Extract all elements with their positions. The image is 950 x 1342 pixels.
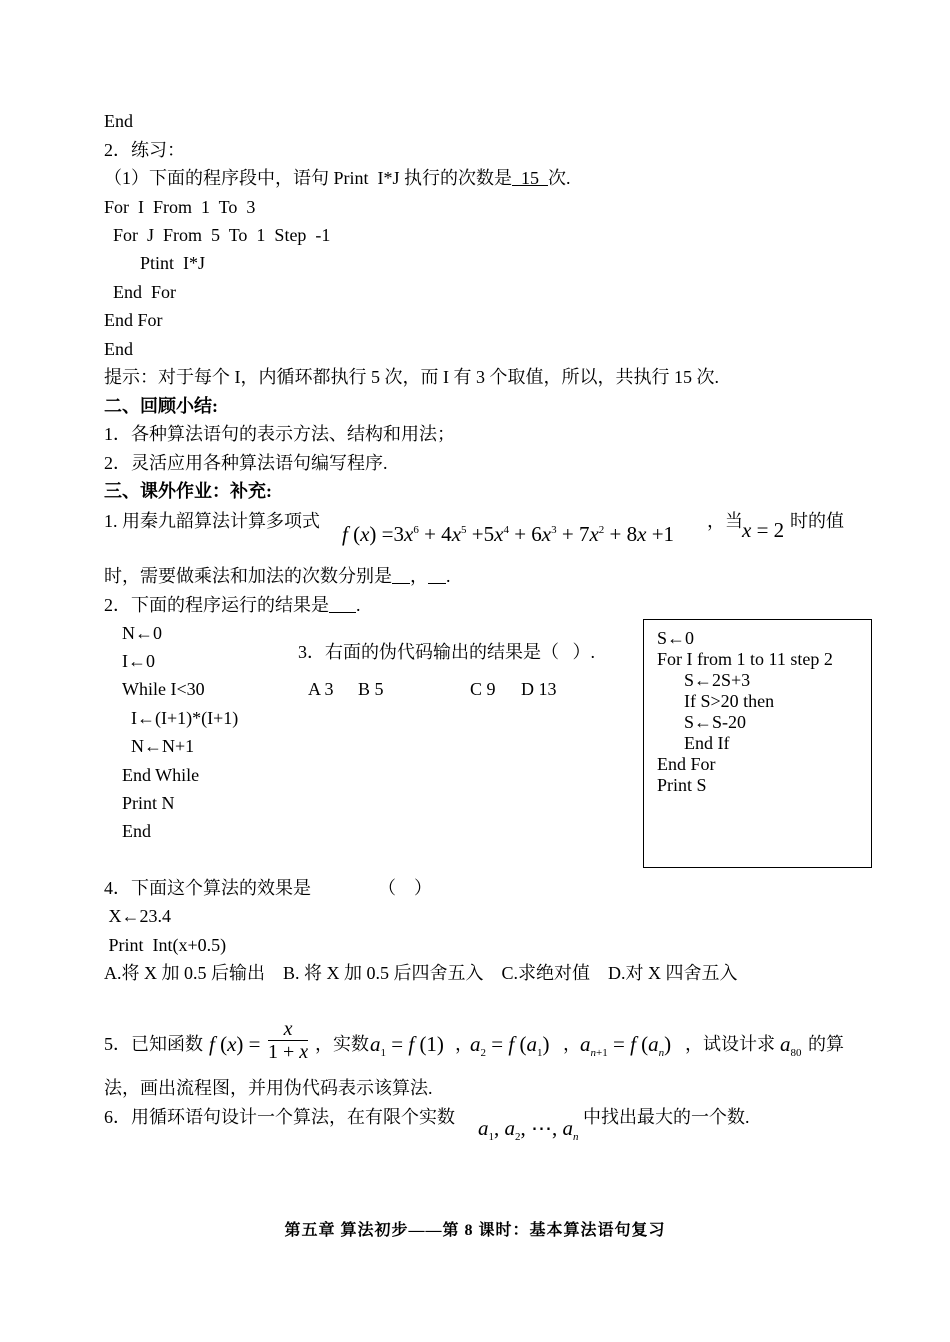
homework-heading: 三、课外作业：补充: xyxy=(104,481,272,501)
code-line: End For xyxy=(104,282,176,302)
homework-q1-line1 xyxy=(104,510,320,532)
q2-code-line: I←(I+1)*(I+1) xyxy=(122,708,239,728)
box-code-line: S←0 xyxy=(657,628,695,648)
q1-prefix: 1. 用秦九韶算法计算多项式 xyxy=(104,511,320,531)
q3-option-d: D 13 xyxy=(521,679,557,699)
code-line: End xyxy=(104,339,133,359)
review-item: 1．各种算法语句的表示方法、结构和用法； xyxy=(104,424,455,444)
q1-end: . xyxy=(446,566,451,586)
pseudocode-box xyxy=(643,619,872,868)
box-code-line: End For xyxy=(657,754,716,774)
q4-code-line: X←23.4 xyxy=(104,906,171,926)
box-code-line: For I from 1 to 11 step 2 xyxy=(657,649,833,669)
q1-line2: 时，需要做乘法和加法的次数分别是 xyxy=(104,566,392,586)
q1-mid: ，当 xyxy=(707,511,743,531)
q1-suffix: 次. xyxy=(548,168,571,188)
q5-fraction: $\frac{x}{1 + x}$ xyxy=(268,1018,309,1063)
q5-mid1: ，实数 xyxy=(315,1034,369,1054)
q1-text: （1）下面的程序段中，语句 Print I*J 执行的次数是 xyxy=(104,168,513,188)
q2-code-line: N←0 xyxy=(122,623,162,643)
q2-code-line: N←N+1 xyxy=(122,736,195,756)
q4-options: A.将 X 加 0.5 后输出 B. 将 X 加 0.5 后四舍五入 C.求绝对值 D.对 X 四舍五入 xyxy=(104,963,738,983)
q1-sep: ， xyxy=(410,566,428,586)
q5-suffix: 的算 xyxy=(808,1034,844,1054)
code-line: Ptint I*J xyxy=(104,253,206,273)
q6-prefix: 6．用循环语句设计一个算法，在有限个实数 xyxy=(104,1107,455,1127)
homework-q4: 4．下面这个算法的效果是 xyxy=(104,878,311,898)
practice-question-1 xyxy=(104,167,571,189)
hint-text: 提示：对于每个 I，内循环都执行 5 次，而 I 有 3 个取值，所以，共执行 15 次. xyxy=(104,367,719,387)
box-code-line: If S>20 then xyxy=(657,691,775,711)
q2-text: 2．下面的程序运行的结果是 xyxy=(104,595,329,615)
code-line: End For xyxy=(104,310,163,330)
practice-heading: 2．练习： xyxy=(104,140,185,160)
answer-blank xyxy=(428,566,446,586)
q1-suffix: 时的值 xyxy=(790,511,844,531)
q5-recurrence-formula: $a_{n+1} = f$ $(a_n)$ xyxy=(580,1032,672,1060)
q2-code-line: While I<30 xyxy=(122,679,205,699)
q5-a1-formula: $a_1 = f$ (1) xyxy=(370,1032,444,1060)
q5-a80-formula: $a_{80}$ xyxy=(780,1032,802,1060)
review-item: 2．灵活应用各种算法语句编写程序. xyxy=(104,453,388,473)
homework-q2 xyxy=(104,594,361,616)
q5-mid2: ， xyxy=(455,1034,473,1054)
q2-code-line: Print N xyxy=(122,793,175,813)
q3-option-a: A 3 xyxy=(308,679,334,699)
polynomial-formula: f $(x) =3x^6 + 4x^5 +5x^4 + 6x^3 + 7x^2 + 8x +1$ xyxy=(342,522,675,546)
q6-suffix: 中找出最大的一个数. xyxy=(583,1107,750,1127)
box-code-line: S←S-20 xyxy=(657,712,747,732)
code-line: For J From 5 To 1 Step -1 xyxy=(104,225,331,245)
q2-end: . xyxy=(356,595,361,615)
q5-a2-formula: $a_2 = f$ $(a_1)$ xyxy=(470,1032,550,1060)
q6-sequence-formula: $a_1$, $a_2$, ⋯, $a_n$ xyxy=(478,1116,579,1144)
x-equals-2-formula: x = 2 xyxy=(742,518,785,542)
q5-mid3: ， xyxy=(563,1034,581,1054)
page-footer: 第五章 算法初步——第 8 课时：基本算法语句复习 xyxy=(284,1222,666,1239)
homework-q3: 3．右面的伪代码输出的结果是（ ）. xyxy=(298,642,595,662)
q1-answer: 15 xyxy=(512,168,549,188)
box-code-line: Print S xyxy=(657,775,707,795)
homework-q1-line2 xyxy=(104,565,451,587)
answer-blank xyxy=(329,595,356,615)
q3-option-b: B 5 xyxy=(358,679,384,699)
q2-code-line: End While xyxy=(122,765,200,785)
code-line: For I From 1 To 3 xyxy=(104,197,256,217)
code-end-line: End xyxy=(104,111,133,131)
box-code-line: S←2S+3 xyxy=(657,670,751,690)
review-heading: 二、回顾小结: xyxy=(104,396,218,416)
q5-line2: 法，画出流程图，并用伪代码表示该算法. xyxy=(104,1078,433,1098)
q3-option-c: C 9 xyxy=(470,679,496,699)
q2-code-line: End xyxy=(122,821,151,841)
q5-prefix: 5．已知函数 xyxy=(104,1034,203,1054)
q5-mid4: ，试设计求 xyxy=(685,1034,775,1054)
q5-function-formula: f (x) = xyxy=(209,1032,261,1056)
q2-code-line: I←0 xyxy=(122,651,155,671)
q4-code-line: Print Int(x+0.5) xyxy=(104,935,227,955)
answer-blank xyxy=(392,566,410,586)
box-code-line: End If xyxy=(657,733,730,753)
q4-paren: （ ） xyxy=(378,878,432,898)
